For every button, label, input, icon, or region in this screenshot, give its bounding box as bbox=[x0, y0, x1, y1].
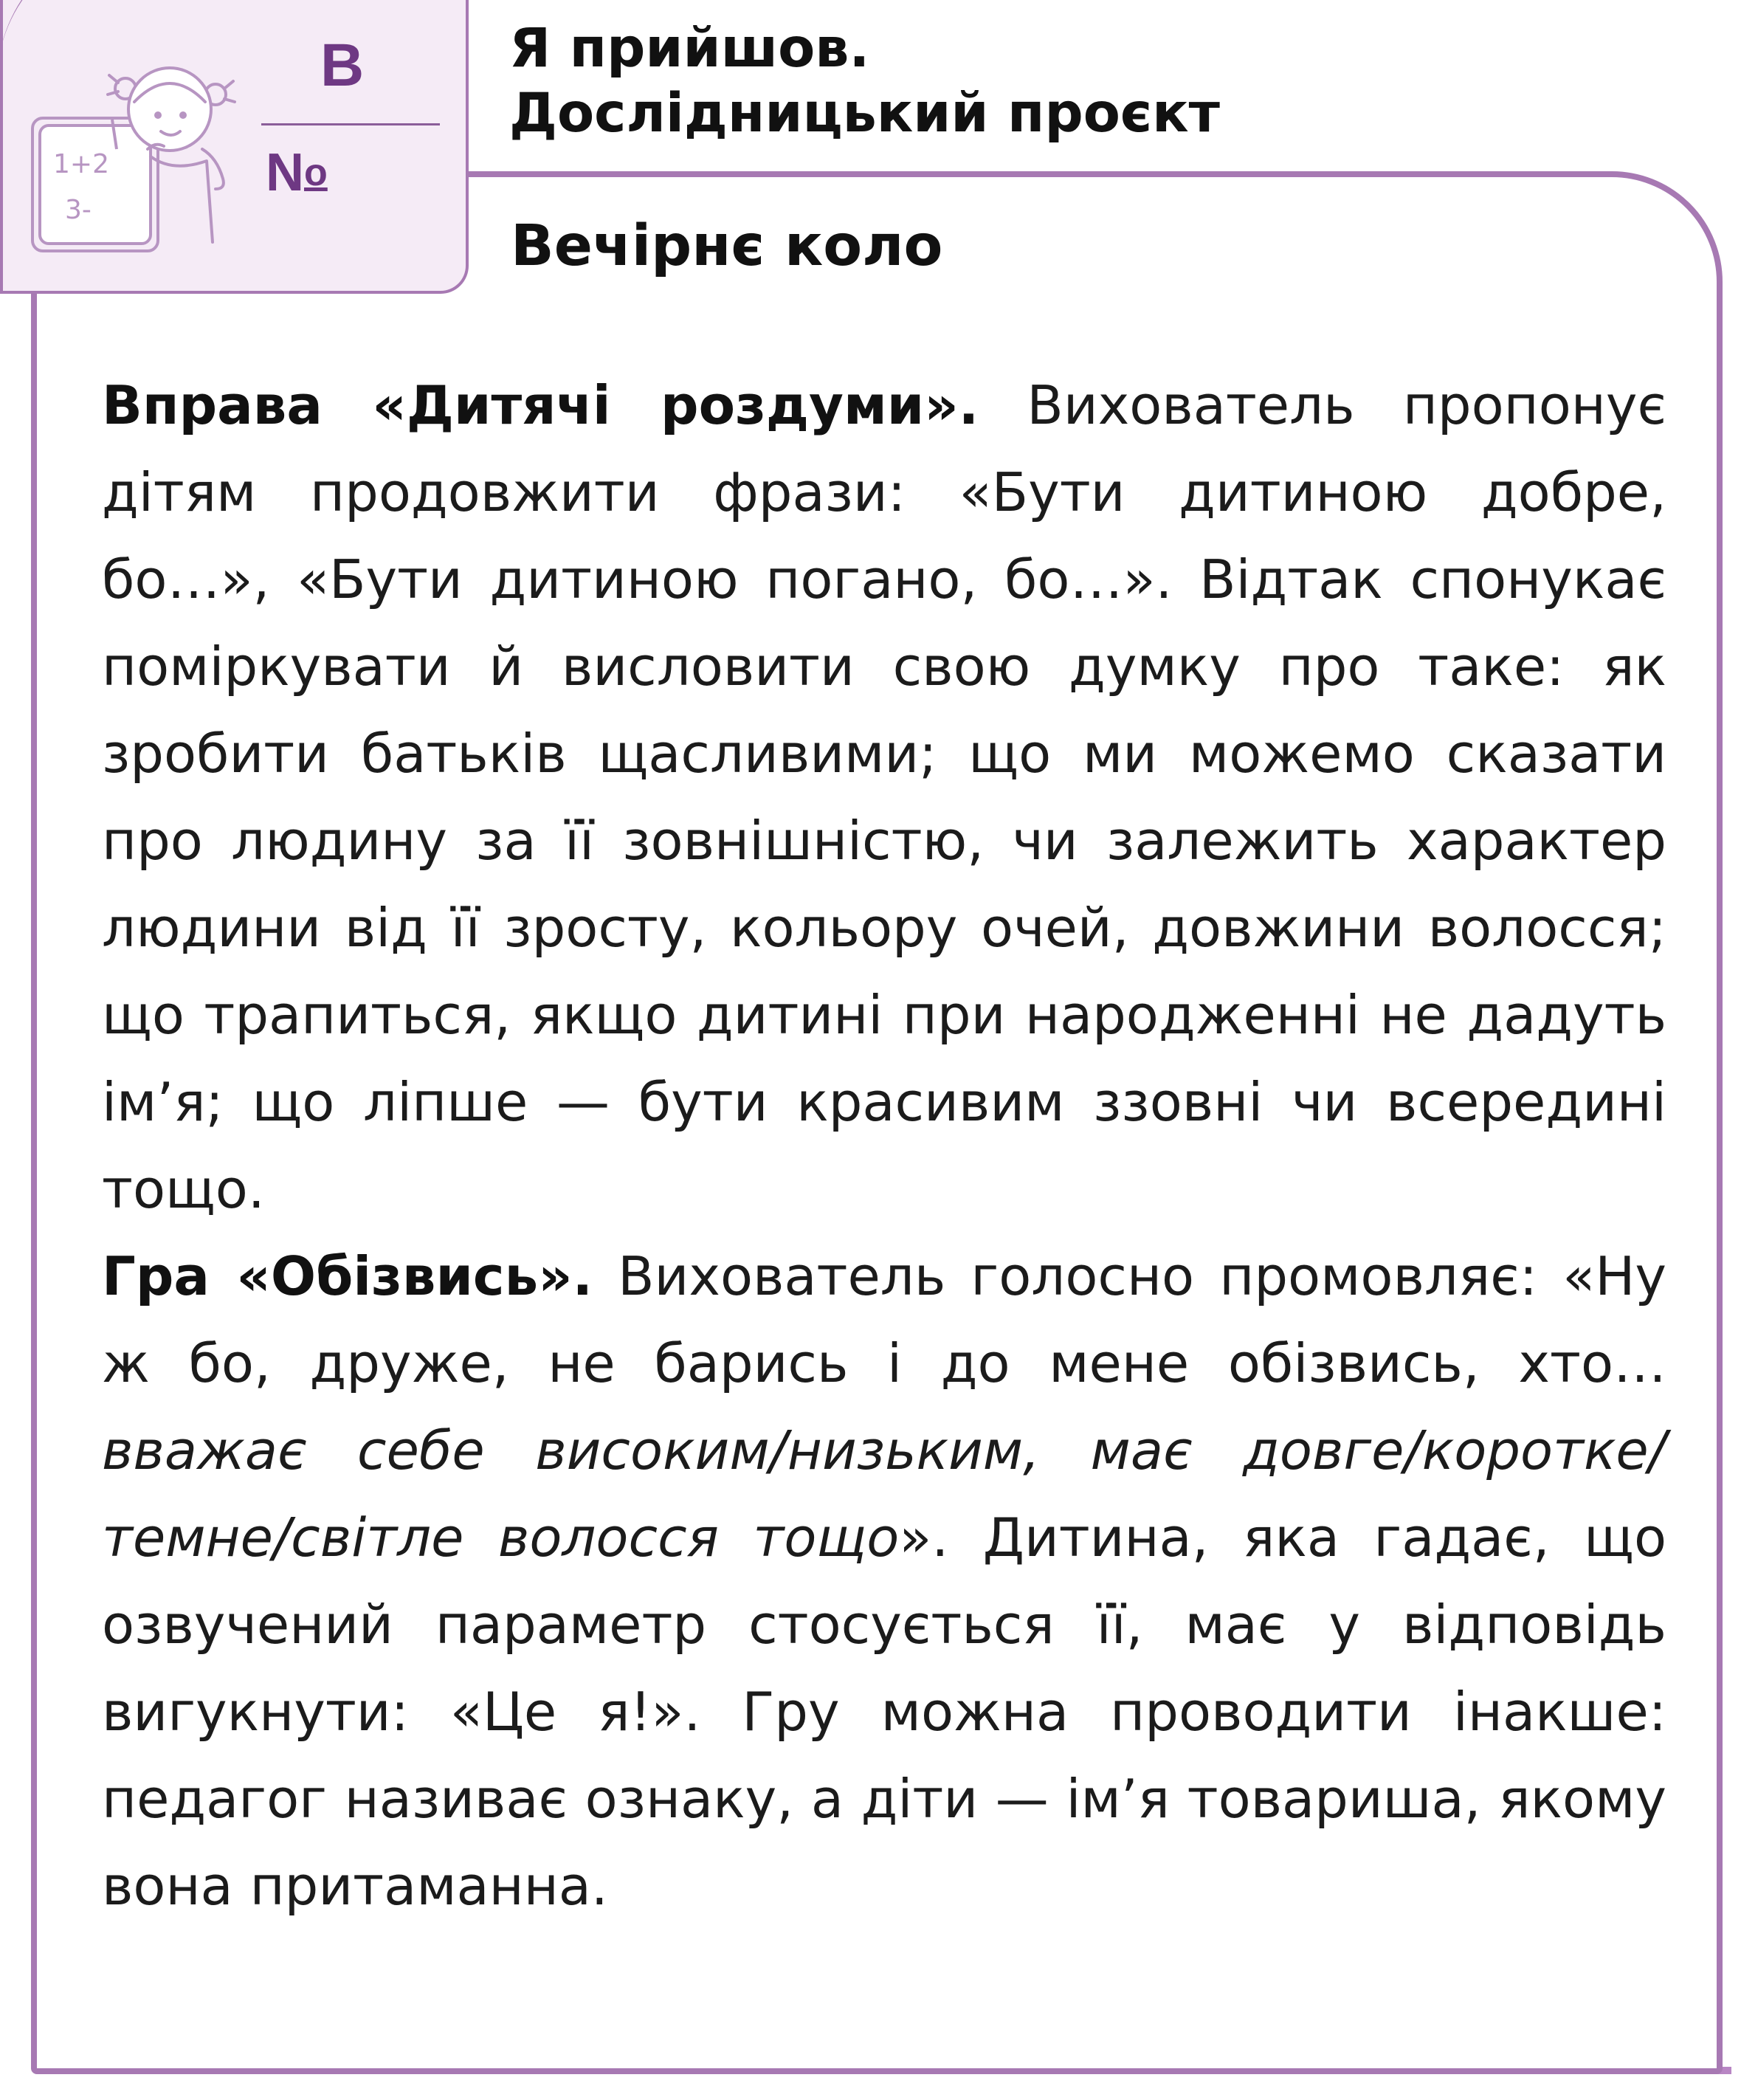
badge-divider bbox=[261, 123, 440, 125]
exercise-2-text-after: ». Дитина, яка гадає, що озвучений параметр стосується її, має у відповідь вигукнути: «Це я!». Гру можна проводити інакше: педагог називає ознаку, а діти — ім’я товариша, якому вона притаманна. bbox=[102, 1507, 1666, 1917]
section-title: Вечірнє коло bbox=[511, 213, 943, 279]
badge-number bbox=[266, 142, 328, 203]
number-suffix: o bbox=[304, 151, 328, 194]
page-title bbox=[509, 16, 1616, 146]
content-body bbox=[102, 362, 1666, 1929]
exercise-paragraph-2 bbox=[102, 1233, 1666, 1929]
exercise-1-text: Вихователь пропонує дітям продовжити фрази: «Бути дитиною добре, бо…», «Бути дитиною погано, бо…». Відтак спонукає поміркувати й висловити свою думку про таке: як зробити батьків щасливими; що ми можемо сказати про людину за її зовнішністю, чи залежить характер людини від її зросту, кольору очей, довжини волосся; що трапиться, якщо дитині при народженні не дадуть ім’я; що ліпше — бути красивим ззовні чи всередині тощо. bbox=[102, 374, 1666, 1220]
exercise-2-heading: Гра «Обізвись». bbox=[102, 1245, 593, 1307]
title-line-1: Я прийшов. bbox=[509, 17, 870, 80]
badge-letter: В bbox=[320, 32, 365, 99]
title-line-2: Дослідницький проєкт bbox=[509, 82, 1220, 145]
section-badge bbox=[0, 0, 469, 294]
board-text-line1: 1+2 bbox=[53, 149, 109, 179]
exercise-2-text-before: Вихователь голосно промовляє: «Ну ж бо, друже, не барись і до мене обізвись, хто… bbox=[102, 1245, 1666, 1394]
board-text-line2: 3- bbox=[65, 195, 92, 225]
girl-with-math-board-icon bbox=[31, 38, 252, 260]
number-symbol: N bbox=[266, 143, 304, 202]
exercise-1-heading: Вправа «Дитячі роздуми». bbox=[102, 374, 979, 436]
exercise-paragraph-1 bbox=[102, 362, 1666, 1233]
exercise-2-italic: вважає себе високим/низьким, має довге/коротке/темне/світле волосся тощо bbox=[102, 1419, 1666, 1569]
